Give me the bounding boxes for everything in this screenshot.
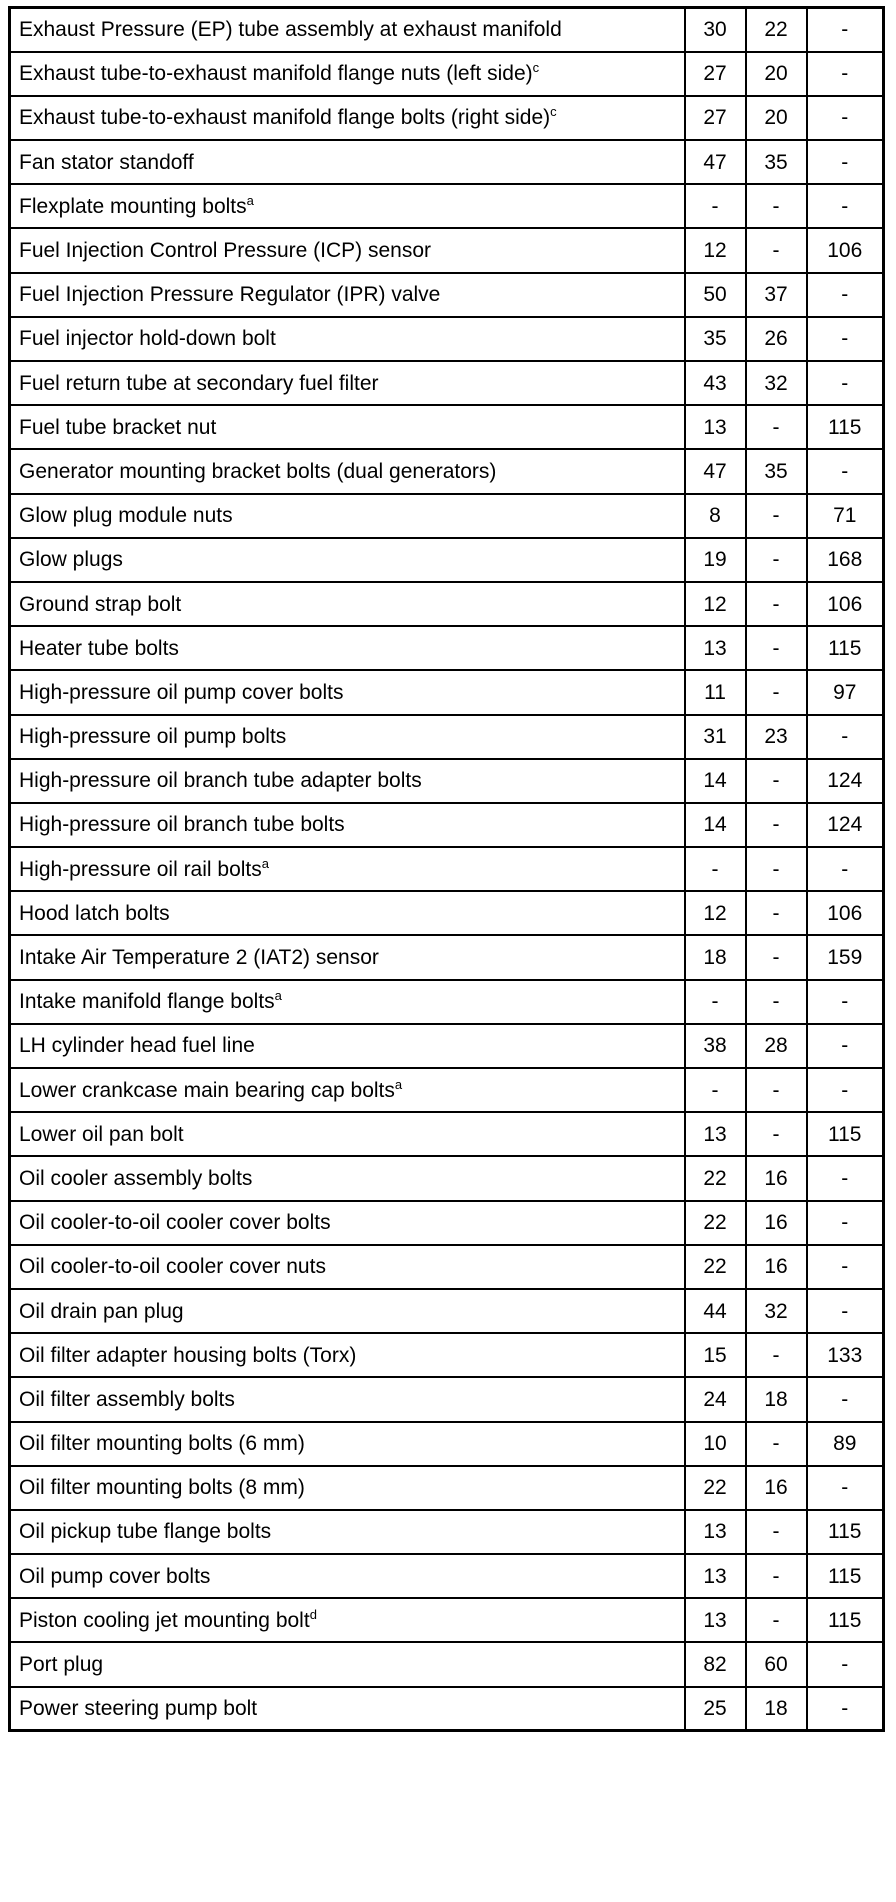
component-description-cell [10, 140, 685, 184]
torque-nm-cell: 13 [685, 1510, 746, 1554]
torque-lbft-cell: 16 [746, 1245, 807, 1289]
footnote-marker: c [550, 104, 557, 120]
table-row [10, 361, 884, 405]
torque-lbft-cell: 28 [746, 1024, 807, 1068]
torque-nm-cell: 44 [685, 1289, 746, 1333]
torque-lbin-cell: - [807, 1642, 884, 1686]
component-description-cell [10, 582, 685, 626]
torque-nm-cell: 14 [685, 759, 746, 803]
torque-lbin-cell: 115 [807, 1510, 884, 1554]
table-row [10, 1289, 884, 1333]
torque-nm-cell: 22 [685, 1466, 746, 1510]
torque-lbin-cell: 106 [807, 582, 884, 626]
component-description-cell [10, 803, 685, 847]
footnote-marker: a [394, 1076, 403, 1092]
torque-nm-cell: 47 [685, 449, 746, 493]
component-description-cell [10, 1201, 685, 1245]
torque-nm-cell: 82 [685, 1642, 746, 1686]
torque-nm-cell: 12 [685, 891, 746, 935]
torque-nm-cell: 38 [685, 1024, 746, 1068]
component-description-cell [10, 980, 685, 1024]
component-description: LH cylinder head fuel line [19, 1034, 255, 1058]
torque-nm-cell: 22 [685, 1201, 746, 1245]
torque-nm-cell: 43 [685, 361, 746, 405]
torque-lbin-cell: 89 [807, 1422, 884, 1466]
torque-lbin-cell: - [807, 273, 884, 317]
torque-spec-table [8, 6, 885, 1732]
torque-nm-cell: 19 [685, 538, 746, 582]
table-row [10, 1068, 884, 1112]
torque-nm-cell: 13 [685, 1598, 746, 1642]
component-description: Fuel Injection Control Pressure (ICP) sensor [19, 239, 431, 263]
table-row [10, 1201, 884, 1245]
torque-lbft-cell: - [746, 1554, 807, 1598]
table-row [10, 1510, 884, 1554]
component-description: Oil pump cover bolts [19, 1564, 211, 1588]
component-description-cell [10, 670, 685, 714]
table-row [10, 1024, 884, 1068]
table-row [10, 52, 884, 96]
table-row [10, 494, 884, 538]
torque-lbin-cell: - [807, 1289, 884, 1333]
footnote-marker: a [261, 855, 269, 871]
component-description: Oil cooler-to-oil cooler cover bolts [19, 1211, 331, 1235]
torque-lbft-cell: 37 [746, 273, 807, 317]
table-row [10, 935, 884, 979]
torque-lbft-cell: 26 [746, 317, 807, 361]
torque-lbft-cell: - [746, 405, 807, 449]
torque-nm-cell: 13 [685, 1554, 746, 1598]
component-description-cell [10, 1466, 685, 1510]
component-description-cell [10, 1510, 685, 1554]
torque-lbin-cell: 71 [807, 494, 884, 538]
torque-lbin-cell: 159 [807, 935, 884, 979]
torque-nm-cell: - [685, 1068, 746, 1112]
torque-lbin-cell: 168 [807, 538, 884, 582]
table-row [10, 1642, 884, 1686]
component-description: Oil cooler assembly bolts [19, 1166, 253, 1190]
torque-lbin-cell: - [807, 980, 884, 1024]
torque-nm-cell: 50 [685, 273, 746, 317]
component-description: Fan stator standoff [19, 150, 194, 174]
component-description-cell [10, 1642, 685, 1686]
table-row [10, 715, 884, 759]
table-row [10, 891, 884, 935]
component-description-cell [10, 1687, 685, 1731]
torque-nm-cell: 12 [685, 228, 746, 272]
torque-nm-cell: 12 [685, 582, 746, 626]
torque-lbin-cell: - [807, 52, 884, 96]
component-description-cell [10, 405, 685, 449]
torque-lbin-cell: - [807, 1466, 884, 1510]
component-description: Exhaust Pressure (EP) tube assembly at exhaust manifold [19, 18, 562, 42]
torque-nm-cell: 25 [685, 1687, 746, 1731]
component-description: Oil cooler-to-oil cooler cover nuts [19, 1255, 326, 1279]
table-row [10, 1112, 884, 1156]
table-row [10, 184, 884, 228]
component-description: Lower crankcase main bearing cap bolts [19, 1078, 395, 1102]
footnote-marker: d [309, 1606, 317, 1622]
component-description-cell [10, 1333, 685, 1377]
torque-nm-cell: 13 [685, 405, 746, 449]
torque-nm-cell: 22 [685, 1156, 746, 1200]
torque-nm-cell: 13 [685, 1112, 746, 1156]
component-description: Oil drain pan plug [19, 1299, 184, 1323]
torque-lbft-cell: 35 [746, 140, 807, 184]
component-description: High-pressure oil branch tube bolts [19, 813, 345, 837]
torque-lbft-cell: 35 [746, 449, 807, 493]
torque-lbft-cell: - [746, 803, 807, 847]
torque-lbin-cell: 97 [807, 670, 884, 714]
torque-lbft-cell: - [746, 935, 807, 979]
torque-lbin-cell: - [807, 140, 884, 184]
torque-nm-cell: 8 [685, 494, 746, 538]
table-row [10, 980, 884, 1024]
component-description-cell [10, 184, 685, 228]
torque-lbft-cell: 18 [746, 1687, 807, 1731]
component-description-cell [10, 52, 685, 96]
table-row [10, 626, 884, 670]
torque-lbin-cell: - [807, 847, 884, 891]
component-description-cell [10, 1068, 685, 1112]
component-description-cell [10, 494, 685, 538]
footnote-marker: a [246, 192, 254, 208]
torque-lbft-cell: - [746, 1598, 807, 1642]
component-description: Intake Air Temperature 2 (IAT2) sensor [19, 946, 379, 970]
footnote-marker: a [274, 988, 282, 1004]
torque-lbin-cell: - [807, 1068, 884, 1112]
torque-lbft-cell: - [746, 847, 807, 891]
torque-lbin-cell: - [807, 1201, 884, 1245]
torque-lbin-cell: - [807, 1156, 884, 1200]
torque-nm-cell: 22 [685, 1245, 746, 1289]
component-description-cell [10, 538, 685, 582]
table-row [10, 538, 884, 582]
component-description-cell [10, 891, 685, 935]
component-description: Oil filter mounting bolts (8 mm) [19, 1476, 305, 1500]
table-row [10, 1377, 884, 1421]
table-row [10, 1245, 884, 1289]
torque-lbin-cell: 115 [807, 405, 884, 449]
torque-lbin-cell: 133 [807, 1333, 884, 1377]
torque-nm-cell: - [685, 184, 746, 228]
component-description-cell [10, 1554, 685, 1598]
component-description: Ground strap bolt [19, 592, 182, 616]
torque-lbin-cell: - [807, 1024, 884, 1068]
table-row [10, 140, 884, 184]
component-description-cell [10, 361, 685, 405]
component-description-cell [10, 273, 685, 317]
torque-nm-cell: 18 [685, 935, 746, 979]
torque-lbft-cell: 23 [746, 715, 807, 759]
torque-nm-cell: 31 [685, 715, 746, 759]
torque-lbft-cell: - [746, 1510, 807, 1554]
component-description: Fuel injector hold-down bolt [19, 327, 276, 351]
component-description: Fuel return tube at secondary fuel filter [19, 371, 379, 395]
component-description: Oil filter mounting bolts (6 mm) [19, 1432, 305, 1456]
component-description: Power steering pump bolt [19, 1696, 258, 1720]
component-description-cell [10, 1289, 685, 1333]
torque-lbin-cell: 124 [807, 759, 884, 803]
component-description: Fuel tube bracket nut [19, 415, 217, 439]
torque-lbin-cell: - [807, 1245, 884, 1289]
torque-lbft-cell: - [746, 1112, 807, 1156]
torque-nm-cell: 11 [685, 670, 746, 714]
torque-lbft-cell: 32 [746, 361, 807, 405]
torque-lbft-cell: - [746, 228, 807, 272]
torque-lbin-cell: 115 [807, 626, 884, 670]
table-row [10, 847, 884, 891]
table-row [10, 449, 884, 493]
torque-lbft-cell: - [746, 1068, 807, 1112]
table-row [10, 96, 884, 140]
torque-lbft-cell: 16 [746, 1156, 807, 1200]
torque-nm-cell: 27 [685, 52, 746, 96]
torque-spec-table-body [10, 8, 884, 1731]
component-description: High-pressure oil branch tube adapter bolts [19, 769, 422, 793]
component-description-cell [10, 847, 685, 891]
torque-lbft-cell: - [746, 184, 807, 228]
table-row [10, 582, 884, 626]
component-description-cell [10, 1377, 685, 1421]
component-description-cell [10, 759, 685, 803]
component-description: Lower oil pan bolt [19, 1122, 184, 1146]
torque-lbin-cell: 124 [807, 803, 884, 847]
torque-lbft-cell: - [746, 1333, 807, 1377]
component-description: Exhaust tube-to-exhaust manifold flange nuts (left side) [19, 62, 533, 86]
torque-lbft-cell: - [746, 980, 807, 1024]
torque-lbft-cell: 60 [746, 1642, 807, 1686]
component-description-cell [10, 8, 685, 52]
component-description: Fuel Injection Pressure Regulator (IPR) valve [19, 283, 441, 307]
torque-nm-cell: 47 [685, 140, 746, 184]
component-description-cell [10, 228, 685, 272]
table-row [10, 1598, 884, 1642]
component-description: Heater tube bolts [19, 636, 179, 660]
component-description-cell [10, 96, 685, 140]
table-row [10, 1687, 884, 1731]
component-description-cell [10, 626, 685, 670]
torque-nm-cell: 35 [685, 317, 746, 361]
component-description: High-pressure oil pump bolts [19, 725, 287, 749]
component-description: Flexplate mounting bolts [19, 194, 247, 218]
torque-lbft-cell: 20 [746, 96, 807, 140]
component-description-cell [10, 1245, 685, 1289]
table-row [10, 670, 884, 714]
torque-lbin-cell: - [807, 1377, 884, 1421]
table-row [10, 405, 884, 449]
torque-lbft-cell: - [746, 1422, 807, 1466]
component-description: Intake manifold flange bolts [19, 990, 275, 1014]
torque-nm-cell: 27 [685, 96, 746, 140]
component-description: Glow plug module nuts [19, 504, 233, 528]
torque-lbin-cell: 115 [807, 1112, 884, 1156]
torque-lbft-cell: 22 [746, 8, 807, 52]
torque-lbin-cell: - [807, 361, 884, 405]
component-description: High-pressure oil pump cover bolts [19, 680, 344, 704]
torque-lbft-cell: 20 [746, 52, 807, 96]
torque-lbft-cell: - [746, 626, 807, 670]
torque-lbft-cell: 16 [746, 1201, 807, 1245]
torque-lbft-cell: 18 [746, 1377, 807, 1421]
component-description: High-pressure oil rail bolts [19, 857, 262, 881]
table-row [10, 228, 884, 272]
torque-lbin-cell: 115 [807, 1598, 884, 1642]
torque-nm-cell: 30 [685, 8, 746, 52]
component-description: Oil filter adapter housing bolts (Torx) [19, 1343, 357, 1367]
torque-lbft-cell: 16 [746, 1466, 807, 1510]
component-description: Oil pickup tube flange bolts [19, 1520, 272, 1544]
table-row [10, 759, 884, 803]
torque-lbin-cell: - [807, 184, 884, 228]
torque-nm-cell: - [685, 847, 746, 891]
table-row [10, 1333, 884, 1377]
torque-nm-cell: 13 [685, 626, 746, 670]
component-description-cell [10, 449, 685, 493]
component-description: Hood latch bolts [19, 901, 170, 925]
torque-lbft-cell: - [746, 891, 807, 935]
component-description: Port plug [19, 1653, 104, 1677]
torque-lbin-cell: 115 [807, 1554, 884, 1598]
torque-lbin-cell: - [807, 715, 884, 759]
component-description-cell [10, 1422, 685, 1466]
component-description-cell [10, 317, 685, 361]
torque-lbft-cell: - [746, 538, 807, 582]
torque-lbin-cell: 106 [807, 891, 884, 935]
torque-lbin-cell: - [807, 317, 884, 361]
torque-lbin-cell: 106 [807, 228, 884, 272]
table-row [10, 1156, 884, 1200]
component-description: Piston cooling jet mounting bolt [19, 1608, 310, 1632]
component-description: Oil filter assembly bolts [19, 1387, 235, 1411]
component-description-cell [10, 1112, 685, 1156]
torque-lbin-cell: - [807, 8, 884, 52]
torque-lbft-cell: - [746, 582, 807, 626]
torque-lbft-cell: 32 [746, 1289, 807, 1333]
table-row [10, 273, 884, 317]
table-row [10, 1466, 884, 1510]
table-row [10, 8, 884, 52]
torque-nm-cell: - [685, 980, 746, 1024]
component-description: Generator mounting bracket bolts (dual generators) [19, 459, 497, 483]
table-row [10, 317, 884, 361]
component-description-cell [10, 1024, 685, 1068]
component-description: Glow plugs [19, 548, 123, 572]
component-description-cell [10, 1598, 685, 1642]
component-description-cell [10, 1156, 685, 1200]
component-description-cell [10, 935, 685, 979]
torque-lbin-cell: - [807, 449, 884, 493]
footnote-marker: c [532, 60, 540, 76]
torque-lbft-cell: - [746, 494, 807, 538]
component-description-cell [10, 715, 685, 759]
torque-nm-cell: 14 [685, 803, 746, 847]
torque-nm-cell: 24 [685, 1377, 746, 1421]
table-row [10, 803, 884, 847]
component-description: Exhaust tube-to-exhaust manifold flange bolts (right side) [19, 106, 551, 130]
torque-lbft-cell: - [746, 759, 807, 803]
torque-lbin-cell: - [807, 96, 884, 140]
torque-nm-cell: 15 [685, 1333, 746, 1377]
torque-lbin-cell: - [807, 1687, 884, 1731]
table-row [10, 1422, 884, 1466]
torque-lbft-cell: - [746, 670, 807, 714]
table-row [10, 1554, 884, 1598]
torque-nm-cell: 10 [685, 1422, 746, 1466]
